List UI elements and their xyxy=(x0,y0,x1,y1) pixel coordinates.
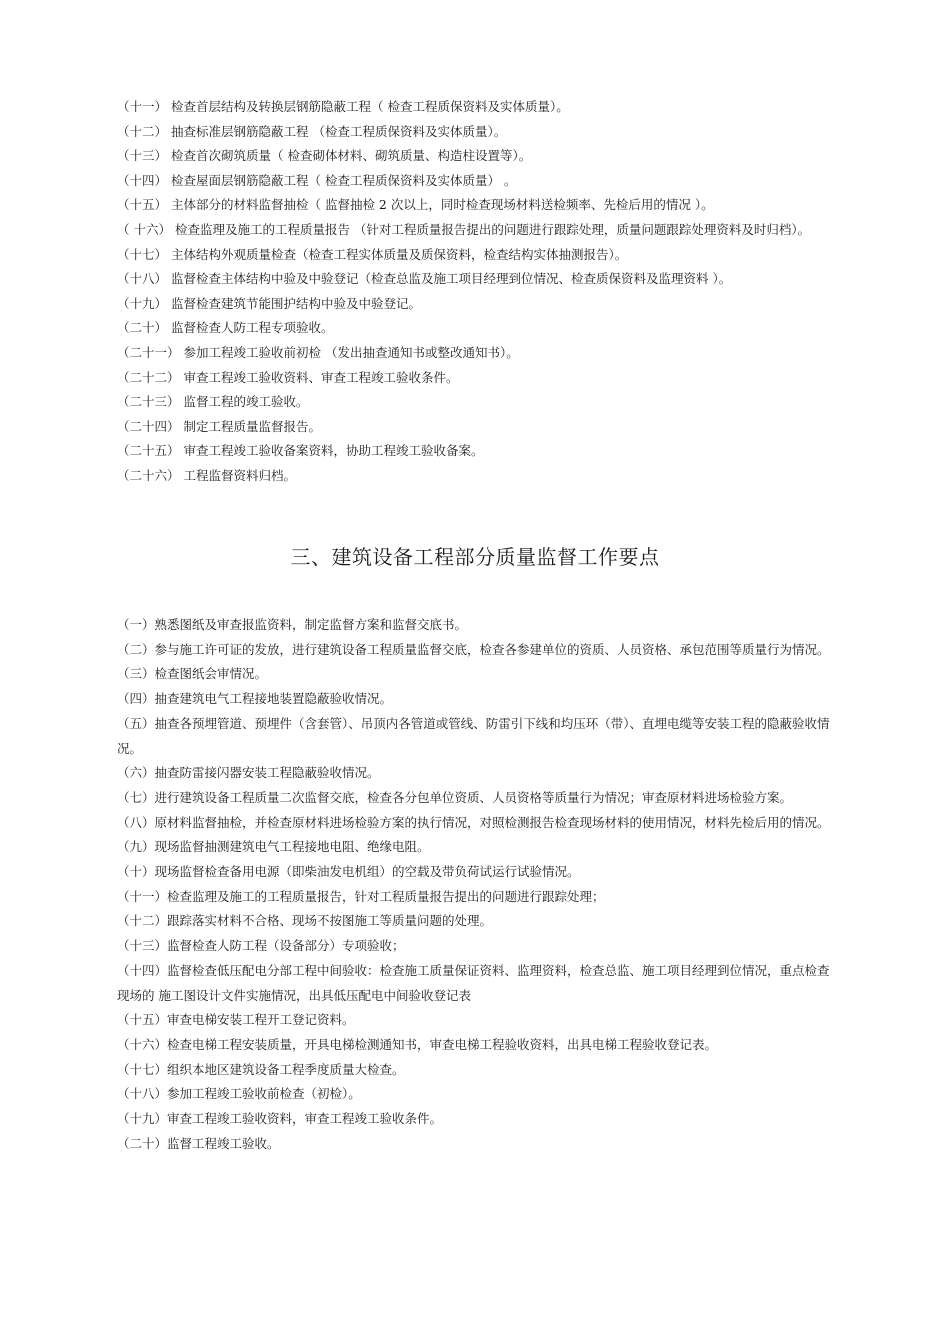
list-item: （六）抽查防雷接闪器安装工程隐蔽验收情况。 xyxy=(117,765,380,781)
list-item: （十九）审查工程竣工验收资料，审查工程竣工验收条件。 xyxy=(117,1111,443,1127)
list-item: （十三） 检查首次砌筑质量（ 检查砌体材料、砌筑质量、构造柱设置等）。 xyxy=(117,148,532,164)
list-item: （二）参与施工许可证的发放，进行建筑设备工程质量监督交底，检查各参建单位的资质、人员资格、承包范围等质量行为情况。 xyxy=(117,641,830,657)
list-item: （十四）监督检查低压配电分部工程中间验收：检查施工质量保证资料、监理资料，检查总监、施工项目经理到位情况，重点检查现场的 施工图设计文件实施情况，出具低压配电中间验收登记表 xyxy=(117,962,830,1003)
list-item: （二十） 监督检查人防工程专项验收。 xyxy=(117,320,334,336)
list-item: （一）熟悉图纸及审查报监资料，制定监督方案和监督交底书。 xyxy=(117,617,468,632)
list-item: （二十一） 参加工程竣工验收前初检 （发出抽查通知书或整改通知书）。 xyxy=(117,344,519,360)
list-item: （二十五） 审查工程竣工验收备案资料，协助工程竣工验收备案。 xyxy=(117,443,484,459)
list-item: （七）进行建筑设备工程质量二次监督交底，检查各分包单位资质、人员资格等质量行为情况；审查原材料进场检验方案。 xyxy=(117,789,793,805)
list-item: （十二）跟踪落实材料不合格、现场不按图施工等质量问题的处理。 xyxy=(117,913,493,929)
list-item: （十一） 检查首层结构及转换层钢筋隐蔽工程（ 检查工程质保资料及实体质量）。 xyxy=(117,99,569,114)
part2-item-list xyxy=(117,95,839,489)
list-item: （十五） 主体部分的材料监督抽检（ 监督抽检 2 次以上，同时检查现场材料送检频率、先检后用的情况 ）。 xyxy=(117,197,714,213)
list-item: （五）抽查各预埋管道、预埋件（含套管）、吊顶内各管道或管线、防雷引下线和均压环（带）、直埋电缆等安装工程的隐蔽验收情况。 xyxy=(117,715,830,756)
list-item: （二十三） 监督工程的竣工验收。 xyxy=(117,394,309,410)
list-item: （ 十六） 检查监理及施工的工程质量报告 （针对工程质量报告提出的问题进行跟踪处理，质量问题跟踪处理资料及时归档）。 xyxy=(117,221,811,237)
list-item: （十六）检查电梯工程安装质量，开具电梯检测通知书，审查电梯工程验收资料，出具电梯工程验收登记表。 xyxy=(117,1036,718,1052)
list-item: （十七） 主体结构外观质量检查（检查工程实体质量及质保资料，检查结构实体抽测报告）。 xyxy=(117,246,628,262)
list-item: （三）检查图纸会审情况。 xyxy=(117,666,268,682)
list-item: （十二） 抽查标准层钢筋隐蔽工程 （检查工程质保资料及实体质量）。 xyxy=(117,123,507,139)
list-item: （十四） 检查屋面层钢筋隐蔽工程（ 检查工程质保资料及实体质量） 。 xyxy=(117,172,517,188)
list-item: （十七）组织本地区建筑设备工程季度质量大检查。 xyxy=(117,1061,405,1077)
section-heading: 三、建筑设备工程部分质量监督工作要点 xyxy=(290,545,660,569)
list-item: （十八）参加工程竣工验收前检查（初检）。 xyxy=(117,1086,361,1102)
list-item: （八）原材料监督抽检，并检查原材料进场检验方案的执行情况，对照检测报告检查现场材料的使用情况，材料先检后用的情况。 xyxy=(117,814,830,830)
list-item: （二十）监督工程竣工验收。 xyxy=(117,1135,280,1151)
list-item: （十九） 监督检查建筑节能围护结构中验及中验登记。 xyxy=(117,295,421,311)
list-item: （十三）监督检查人防工程（设备部分）专项验收； xyxy=(117,938,405,954)
list-item: （十五）审查电梯安装工程开工登记资料。 xyxy=(117,1012,355,1028)
list-item: （二十二） 审查工程竣工验收资料、审查工程竣工验收条件。 xyxy=(117,369,459,385)
list-item: （九）现场监督抽测建筑电气工程接地电阻、绝缘电阻。 xyxy=(117,839,430,855)
list-item: （四）抽查建筑电气工程接地装置隐蔽验收情况。 xyxy=(117,691,393,707)
list-item: （十八） 监督检查主体结构中验及中验登记（检查总监及施工项目经理到位情况、检查质保资料及监理资料 ）。 xyxy=(117,271,732,287)
list-item: （十）现场监督检查备用电源（即柴油发电机组）的空载及带负荷试运行试验情况。 xyxy=(117,864,580,880)
section3-item-list xyxy=(117,613,839,1156)
list-item: （十一）检查监理及施工的工程质量报告，针对工程质量报告提出的问题进行跟踪处理； xyxy=(117,888,605,904)
list-item: （二十四） 制定工程质量监督报告。 xyxy=(117,418,321,434)
list-item: （二十六） 工程监督资料归档。 xyxy=(117,467,296,483)
